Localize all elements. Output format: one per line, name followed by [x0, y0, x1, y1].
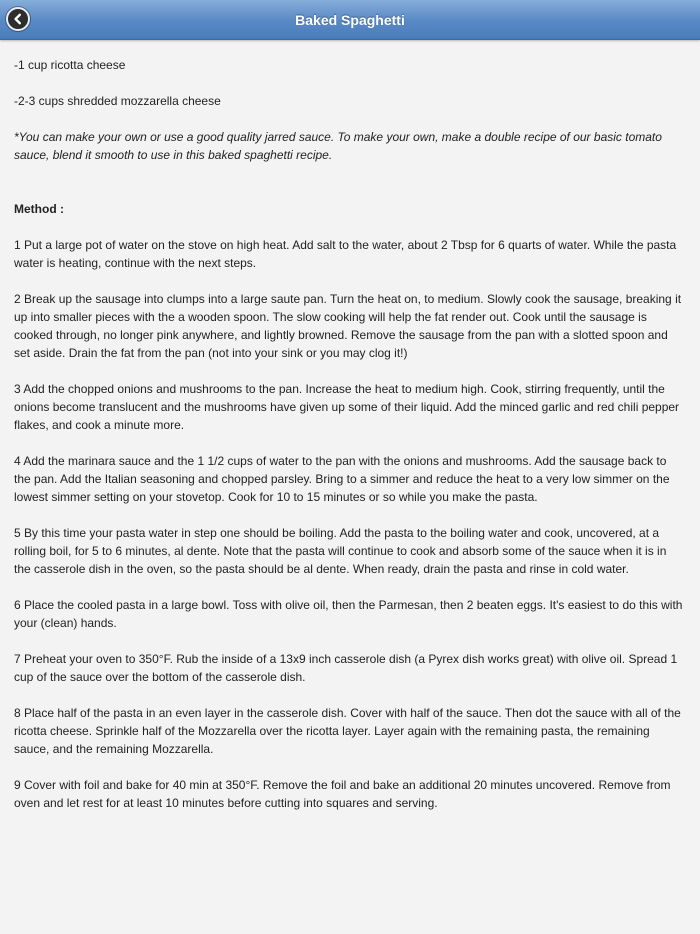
- method-step: 2 Break up the sausage into clumps into a large saute pan. Turn the heat on, to medium. Slowly cook the sausage, breaking it up into smaller pieces with the a wooden spoon. The slow cooking will help the fat render out. Cook until the sausage is cooked through, no longer pink anywhere, and lightly browned. Remove the sausage from the pan with a slotted spoon and set aside. Drain the fat from the pan (not into your sink or you may clog it!): [14, 292, 682, 360]
- method-step: 4 Add the marinara sauce and the 1 1/2 cups of water to the pan with the onions and mushrooms. Add the sausage back to the pan. Add the Italian seasoning and chopped parsley. Bring to a simmer and reduce the heat to a very low simmer on the lowest simmer setting on your stovetop. Cook for 10 to 15 minutes or so while you make the pasta.: [14, 454, 670, 504]
- method-step: 7 Preheat your oven to 350°F. Rub the inside of a 13x9 inch casserole dish (a Pyrex dish works great) with olive oil. Spread 1 cup of the sauce over the bottom of the casserole dish.: [14, 652, 678, 684]
- sauce-note: *You can make your own or use a good quality jarred sauce. To make your own, make a double recipe of our basic tomato sauce, blend it smooth to use in this baked spaghetti recipe.: [14, 130, 662, 162]
- method-step: 3 Add the chopped onions and mushrooms to the pan. Increase the heat to medium high. Cook, stirring frequently, until the onions become translucent and the mushrooms have given up some of their liquid. Add the minced garlic and red chili pepper flakes, and cook a minute more.: [14, 382, 680, 432]
- navigation-bar: [0, 0, 700, 40]
- recipe-content[interactable]: [0, 20, 700, 934]
- method-step: 6 Place the cooled pasta in a large bowl. Toss with olive oil, then the Parmesan, then 2 beaten eggs. It's easiest to do this with your (clean) hands.: [14, 598, 683, 630]
- method-step: 5 By this time your pasta water in step one should be boiling. Add the pasta to the boiling water and cook, uncovered, at a rolling boil, for 5 to 6 minutes, al dente. Note that the pasta will continue to cook and absorb some of the sauce when it is in the casserole dish in the oven, so the pasta should be al dente. When ready, drain the pasta and rinse in cold water.: [14, 526, 667, 576]
- method-step: 8 Place half of the pasta in an even layer in the casserole dish. Cover with half of the sauce. Then dot the sauce with all of the ricotta cheese. Sprinkle half of the Mozzarella over the ricotta layer. Layer again with the remaining pasta, the remaining sauce, and the remaining Mozzarella.: [14, 706, 681, 756]
- page-title: Baked Spaghetti: [295, 12, 405, 28]
- method-step: 1 Put a large pot of water on the stove on high heat. Add salt to the water, about 2 Tbsp for 6 quarts of water. While the pasta water is heating, continue with the next steps.: [14, 238, 677, 270]
- method-heading: Method :: [14, 202, 64, 216]
- method-step: 9 Cover with foil and bake for 40 min at 350°F. Remove the foil and bake an additional 20 minutes uncovered. Remove from oven and let rest for at least 10 minutes before cutting into squares and serving.: [14, 778, 671, 810]
- ingredient-item: -2-3 cups shredded mozzarella cheese: [14, 94, 221, 108]
- ingredient-item: -1 cup ricotta cheese: [14, 58, 126, 72]
